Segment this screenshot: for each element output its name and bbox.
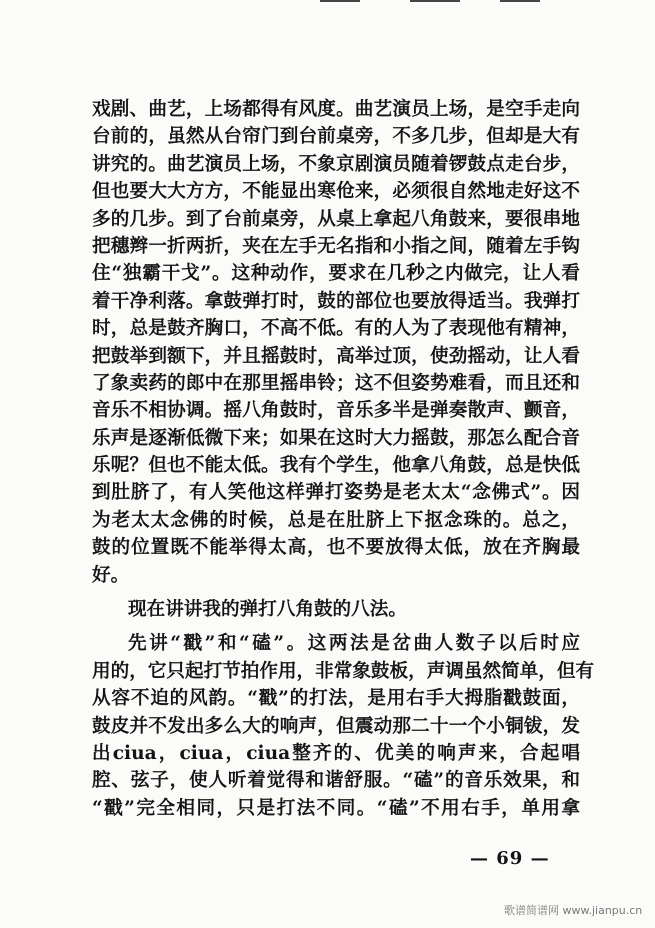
text-line: 到肚脐了，有人笑他这样弹打姿势是老太太“念佛式”。因 [92,482,580,504]
text-line: 好。 [92,564,130,586]
text-line: 乐声是逐渐低微下来；如果在这时大力摇鼓，那怎么配合音 [92,427,580,449]
text-line: 把鼓举到额下，并且摇鼓时，高举过顶，使劲摇动，让人看 [92,345,580,367]
text-line: 用的，它只起打节拍作用，非常象鼓板，声调虽然简单，但有 [92,660,595,682]
text-line: 着干净利落。拿鼓弹打时，鼓的部位也要放得适当。我弹打 [92,290,580,312]
watermark: 歌谱简谱网 www.jianpu.cn [504,904,643,917]
text-line: 先讲“戳”和“磕”。这两法是岔曲人数子以后时应 [128,633,580,655]
text-line: 住“独霸干戈”。这种动作，要求在几秒之内做完，让人看 [92,263,580,285]
text-line: “戳”完全相同，只是打法不同。“磕”不用右手，单用拿 [92,797,580,819]
paragraph-gap [92,589,580,596]
text-line: 腔、弦子，使人听着觉得和谐舒服。“磕”的音乐效果，和 [92,770,580,792]
text-line: 为老太太念佛的时候，总是在肚脐上下抠念珠的。总之， [92,509,580,531]
text-line: 鼓皮并不发出多么大的响声，但震动那二十一个小铜钹，发 [92,715,580,737]
text-line: 了象卖药的郎中在那里摇串铃；这不但姿势难看，而且还和 [92,372,580,394]
body-text [92,96,595,822]
text-line: 音乐不相协调。摇八角鼓时，音乐多半是弹奏散声、颤音， [92,400,580,422]
text-line: 把穗辫一折两折，夹在左手无名指和小指之间，随着左手钩 [92,235,580,257]
text-line: 但也要大大方方，不能显出寒伧来，必须很自然地走好这不 [92,181,580,203]
paragraph-gap [92,623,580,630]
page-number: — 69 — [470,848,550,869]
text-line: 台前的，虽然从台帘门到台前桌旁，不多几步，但却是大有 [92,126,580,148]
text-line: 鼓的位置既不能举得太高，也不要放得太低，放在齐胸最 [92,537,580,559]
text-line: 从容不迫的风韵。“戳”的打法，是用右手大拇脂戳鼓面， [92,688,580,710]
text-line: 出ciua，ciua，ciua整齐的、优美的响声来，合起唱 [92,742,580,764]
text-line: 乐呢？但也不能太低。我有个学生，他拿八角鼓，总是快低 [92,455,580,477]
scan-mark [320,0,360,2]
scan-top-marks [0,0,655,8]
scan-mark [410,0,460,2]
text-line: 戏剧、曲艺，上场都得有风度。曲艺演员上场，是空手走向 [92,99,580,120]
scan-mark [500,0,540,2]
text-line: 现在讲讲我的弹打八角鼓的八法。 [128,599,407,621]
text-line: 讲究的。曲艺演员上场，不象京剧演员随着锣鼓点走台步， [92,153,580,175]
text-line: 时，总是鼓齐胸口，不高不低。有的人为了表现他有精神， [92,318,580,340]
text-line: 多的几步。到了台前桌旁，从桌上拿起八角鼓来，要很串地 [92,208,580,230]
